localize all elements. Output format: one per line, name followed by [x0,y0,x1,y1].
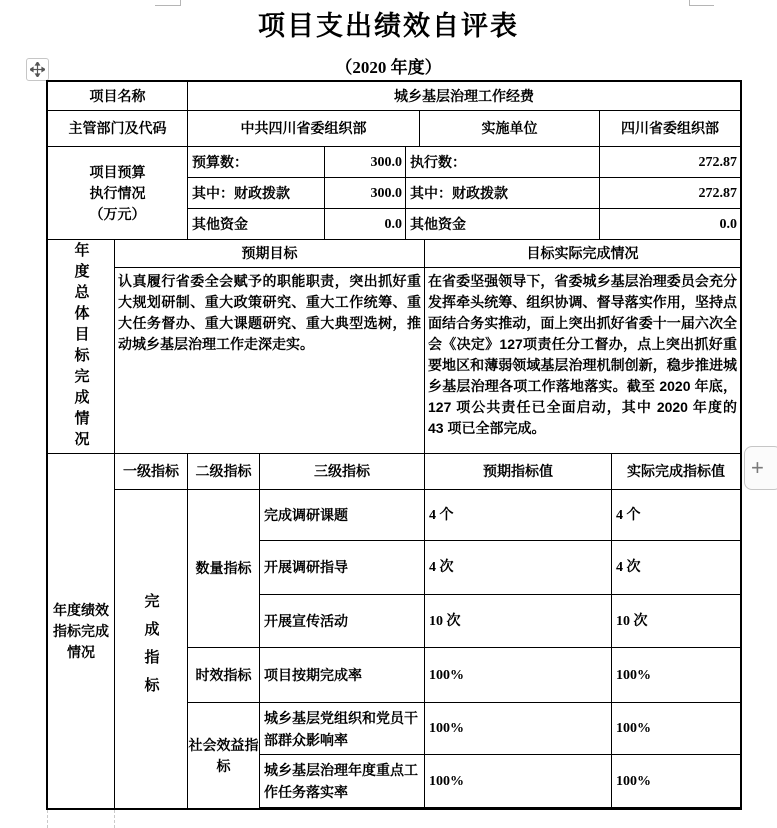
expected-goal-text: 认真履行省委全会赋予的职能职责，突出抓好重大规划研制、重大政策研究、重大工作统筹、重大任务督办、重大课题研究、重大典型选树，推动城乡基层治理工作走深走实。 [115,268,425,454]
actual-value: 4 个 [612,490,740,541]
header-expected: 预期指标值 [425,454,612,490]
dept-label: 主管部门及代码 [48,111,188,147]
dept-value: 中共四川省委组织部 [188,111,420,147]
budget-label: 其他资金 [188,209,325,240]
budget-value: 300.0 [325,147,406,178]
self-evaluation-table [48,82,740,808]
expected-value: 4 次 [425,541,612,595]
indicator-row-label: 年度绩效指标完成情况 [48,454,115,808]
budget-value: 272.87 [600,147,740,178]
actual-value: 100% [612,755,740,808]
project-name-value: 城乡基层治理工作经费 [188,82,740,111]
insert-row-button[interactable] [744,446,777,490]
expected-value: 10 次 [425,595,612,648]
budget-value: 0.0 [600,209,740,240]
actual-value: 100% [612,648,740,703]
table-move-handle[interactable] [26,58,49,81]
level3-label: 开展调研指导 [260,541,425,595]
expected-goal-header: 预期目标 [115,240,425,268]
header-level3: 三级指标 [260,454,425,490]
expected-value: 4 个 [425,490,612,541]
actual-value: 4 次 [612,541,740,595]
budget-value: 272.87 [600,178,740,209]
header-level1: 一级指标 [115,454,188,490]
budget-label: 执行数： [406,147,600,178]
level3-label: 开展宣传活动 [260,595,425,648]
plus-icon: + [751,455,764,480]
expected-value: 100% [425,648,612,703]
impl-unit-value: 四川省委组织部 [600,111,740,147]
header-level2: 二级指标 [188,454,260,490]
level3-label: 完成调研课题 [260,490,425,541]
budget-label: 其他资金 [406,209,600,240]
level3-label: 城乡基层治理年度重点工作任务落实率 [260,755,425,808]
budget-value: 0.0 [325,209,406,240]
level2-quantity: 数量指标 [188,490,260,648]
table-gridline-continuation [114,810,115,828]
budget-label: 预算数： [188,147,325,178]
project-name-label: 项目名称 [48,82,188,111]
expected-value: 100% [425,703,612,755]
budget-value: 300.0 [325,178,406,209]
annual-goal-row-label: 年度总体目标完成情况 [48,240,115,454]
budget-label: 其中：财政拨款 [188,178,325,209]
actual-value: 100% [612,703,740,755]
move-icon [30,62,45,77]
expected-value: 100% [425,755,612,808]
level2-social-benefit: 社会效益指标 [188,703,260,808]
budget-section-label: 项目预算执行情况（万元） [48,147,188,240]
page-subtitle: （2020 年度） [335,58,442,77]
page-title: 项目支出绩效自评表 [258,11,519,41]
level1-value: 完成指标 [115,490,188,808]
impl-unit-label: 实施单位 [420,111,600,147]
actual-goal-header: 目标实际完成情况 [425,240,740,268]
level3-label: 项目按期完成率 [260,648,425,703]
level3-label: 城乡基层党组织和党员干部群众影响率 [260,703,425,755]
actual-goal-text: 在省委坚强领导下，省委城乡基层治理委员会充分发挥牵头统筹、组织协调、督导落实作用，坚持点面结合务实推动，面上突出抓好省委十一届六次全会《决定》127项责任分工督办，点上突出抓好重要地区和薄弱领域基层治理机制创新，稳步推进城乡基层治理各项工作落地落实。截至 2020 年底，127 项公共责任已全面启动，其中 2020 年度的 43 项已全部完成。 [425,268,740,454]
actual-value: 10 次 [612,595,740,648]
budget-label: 其中：财政拨款 [406,178,600,209]
level2-timeliness: 时效指标 [188,648,260,703]
header-actual: 实际完成指标值 [612,454,740,490]
table-gridline-continuation [47,810,48,828]
